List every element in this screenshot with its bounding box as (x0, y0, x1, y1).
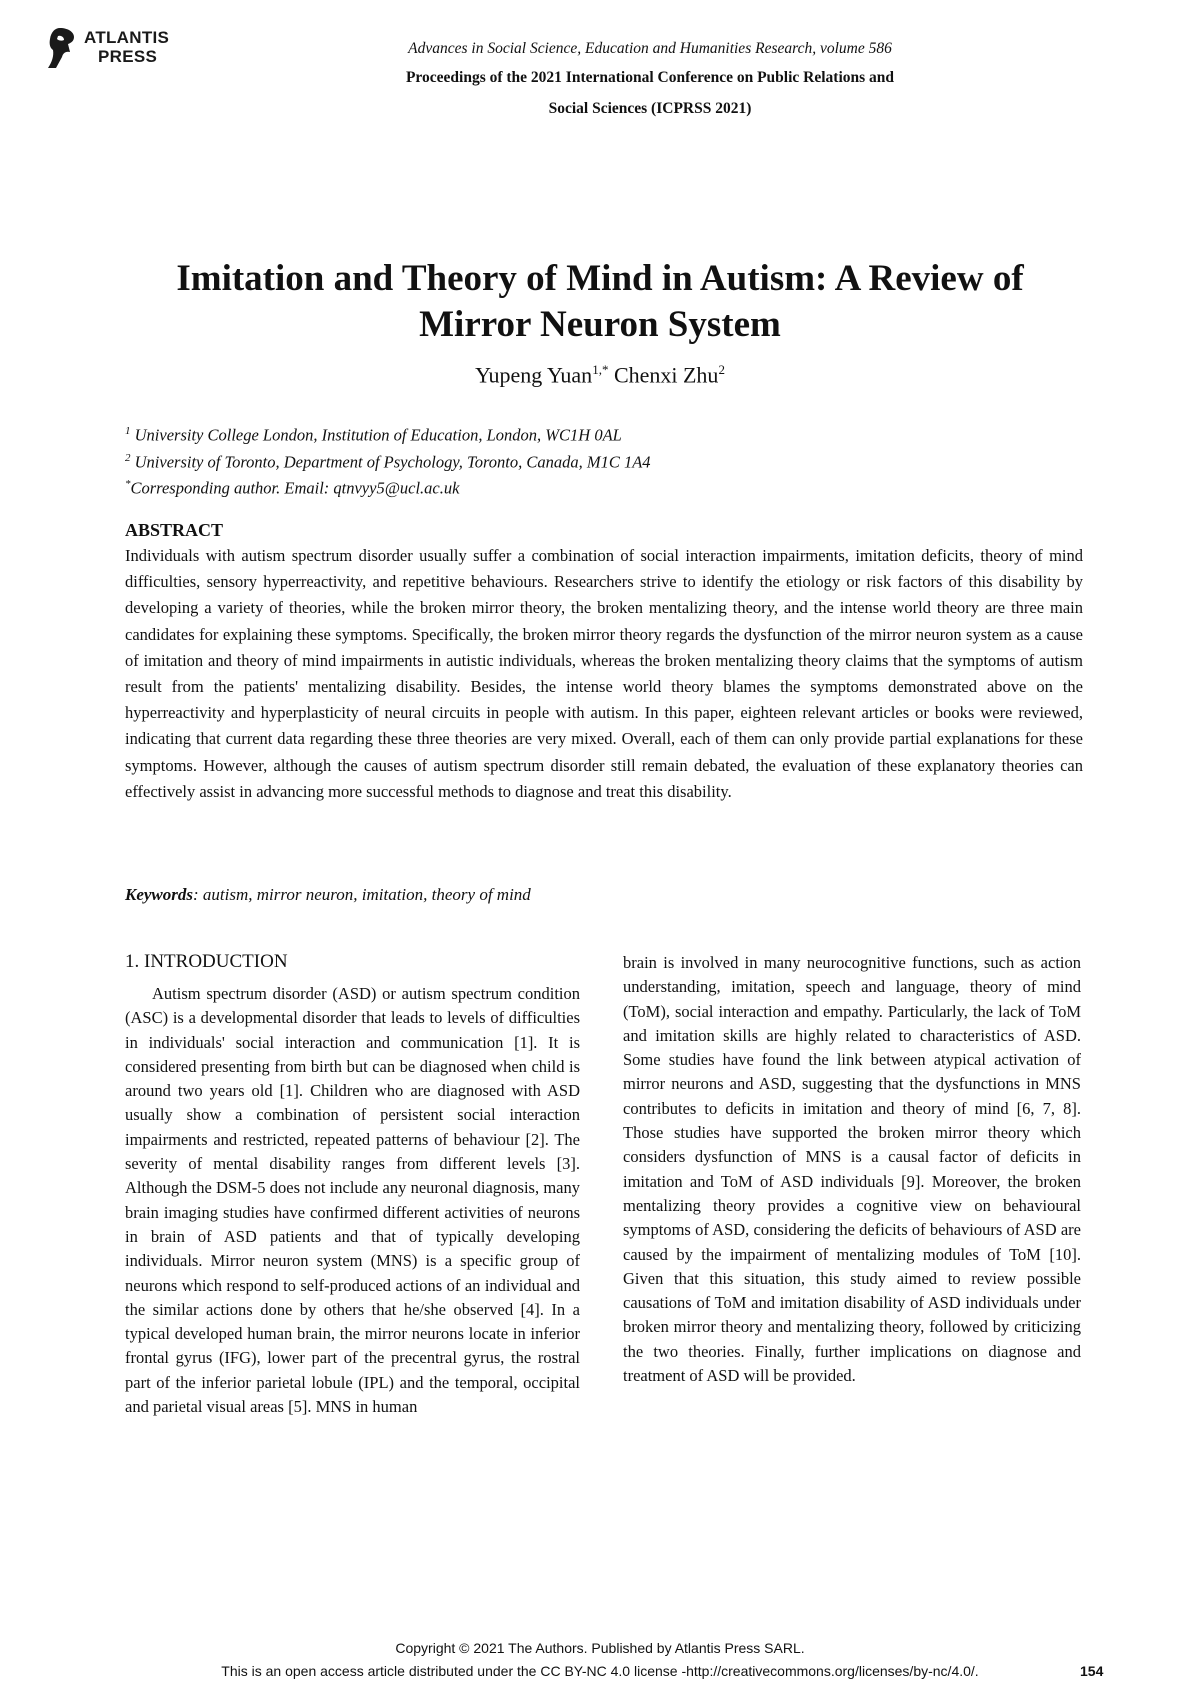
corresponding-author-text: Corresponding author. Email: qtnvyy5@ucl.ac.uk (130, 478, 460, 498)
affiliation-text: University of Toronto, Department of Psychology, Toronto, Canada, M1C 1A4 (134, 452, 651, 471)
proceedings-line-2: Social Sciences (ICPRSS 2021) (548, 100, 752, 117)
author-name: Chenxi Zhu (613, 362, 719, 388)
keywords-list: : autism, mirror neuron, imitation, theory of mind (193, 885, 531, 904)
corresponding-author (125, 473, 651, 500)
affiliation-mark: 1 (125, 425, 131, 437)
license-notice: This is an open access article distributed under the CC BY-NC 4.0 license -http://creativecommons.org/licenses/by-nc/4.0/. (221, 1663, 979, 1679)
affiliation-2 (125, 447, 651, 474)
author-list (0, 362, 1200, 388)
paragraph: Autism spectrum disorder (ASD) or autism spectrum condition (ASC) is a developmental disorder that leads to levels of difficulties in individuals' social interaction and communication [1]. It is considered presenting from birth but can be diagnosed when child is around two years old [1]. Children who are diagnosed with ASD usually show a combination of persistent social interaction impairments and restricted, repeated patterns of behaviour [2]. The severity of mental disability ranges from different levels [3]. Although the DSM-5 does not include any neuronal diagnosis, many brain imaging studies have confirmed different activities of neurons in brain of ASD patients and that of typically developing individuals. Mirror neuron system (MNS) is a specific group of neurons which respond to self-produced actions of an individual and the similar actions done by others that he/she observed [4]. In a typical developed human brain, the mirror neurons locate in inferior frontal gyrus (IFG), lower part of the precentral gyrus, the rostral part of the inferior parietal lobule (IPL) and the temporal, occipital and parietal visual areas [5]. MNS in human (125, 984, 580, 1417)
proceedings-line-1: Proceedings of the 2021 International Conference on Public Relations and (405, 69, 895, 86)
affiliation-text: University College London, Institution of Education, London, WC1H 0AL (134, 425, 622, 445)
keywords-label: Keywords (125, 885, 193, 904)
abstract-heading: ABSTRACT (125, 520, 224, 540)
abstract-body: Individuals with autism spectrum disorder usually suffer a combination of social interaction impairments, imitation deficits, theory of mind difficulties, sensory hyperreactivity, and repetitive behaviours. Researchers strive to identify the etiology or risk factors of this disability by developing a variety of theories, while the broken mirror theory, the broken mentalizing theory, and the intense world theory are three main candidates for explaining these symptoms. Specifically, the broken mirror theory regards the dysfunction of the mirror neuron system as a cause of imitation and theory of mind impairments in autistic individuals, whereas the broken mentalizing theory claims that the symptoms of autism result from the patients' mentalizing disability. Besides, the intense world theory blames the symptoms demonstrated above on the hyperreactivity and hyperplasticity of neural circuits in people with autism. In this paper, eighteen relevant articles or books were reviewed, indicating that current data regarding these three theories are very mixed. Overall, each of them can only provide partial explanations for these symptoms. However, although the causes of autism spectrum disorder still remain debated, the evaluation of these explanatory theories can effectively assist in advancing more successful methods to diagnose and treat this disability. (125, 546, 1083, 801)
series-title: Advances in Social Science, Education and Humanities Research, volume 586 (408, 40, 892, 57)
keywords (125, 885, 531, 905)
paper-title (120, 256, 1080, 348)
page-number: 154 (1080, 1663, 1104, 1679)
copyright-notice: Copyright © 2021 The Authors. Published by Atlantis Press SARL. (395, 1640, 805, 1656)
author-affiliation-mark: 2 (718, 362, 725, 377)
body-column-left (125, 982, 580, 1419)
paragraph: brain is involved in many neurocognitive functions, such as action understanding, imitation, speech and language, theory of mind (ToM), social interaction and empathy. Particularly, the lack of ToM and imitation skills are highly related to characteristics of ASD. Some studies have found the link between atypical activation of mirror neurons and ASD, suggesting that the dysfunctions in MNS contributes to deficits in imitation and theory of mind [6, 7, 8]. Those studies have supported the broken mirror theory which considers dysfunction of MNS is a causal factor of deficits in imitation and ToM of ASD individuals [9]. Moreover, the broken mentalizing theory provides a cognitive view on behavioural symptoms of ASD, considering the deficits of behaviours of ASD are caused by the impairment of mentalizing modules of ToM [10]. Given that this situation, this study aimed to review possible causations of ToM and imitation disability of ASD individuals under broken mirror theory and mentalizing theory, followed by criticizing the two theories. Finally, further implications on diagnose and treatment of ASD will be provided. (623, 953, 1081, 1386)
body-column-right (623, 951, 1081, 1388)
paper-title-line-1: Imitation and Theory of Mind in Autism: A Review of (176, 258, 1024, 299)
author-name: Yupeng Yuan (475, 362, 593, 388)
affiliation-mark: 2 (125, 451, 131, 464)
logo-text-atlantis: ATLANTIS (84, 28, 170, 47)
affiliation-mark: * (125, 478, 131, 490)
author-affiliation-mark: 1,* (592, 362, 609, 377)
logo-text-press: PRESS (98, 47, 158, 66)
affiliation-1 (125, 420, 651, 447)
affiliations (125, 420, 651, 500)
paper-title-line-2: Mirror Neuron System (419, 304, 781, 345)
section-heading-introduction: 1. INTRODUCTION (125, 951, 288, 972)
